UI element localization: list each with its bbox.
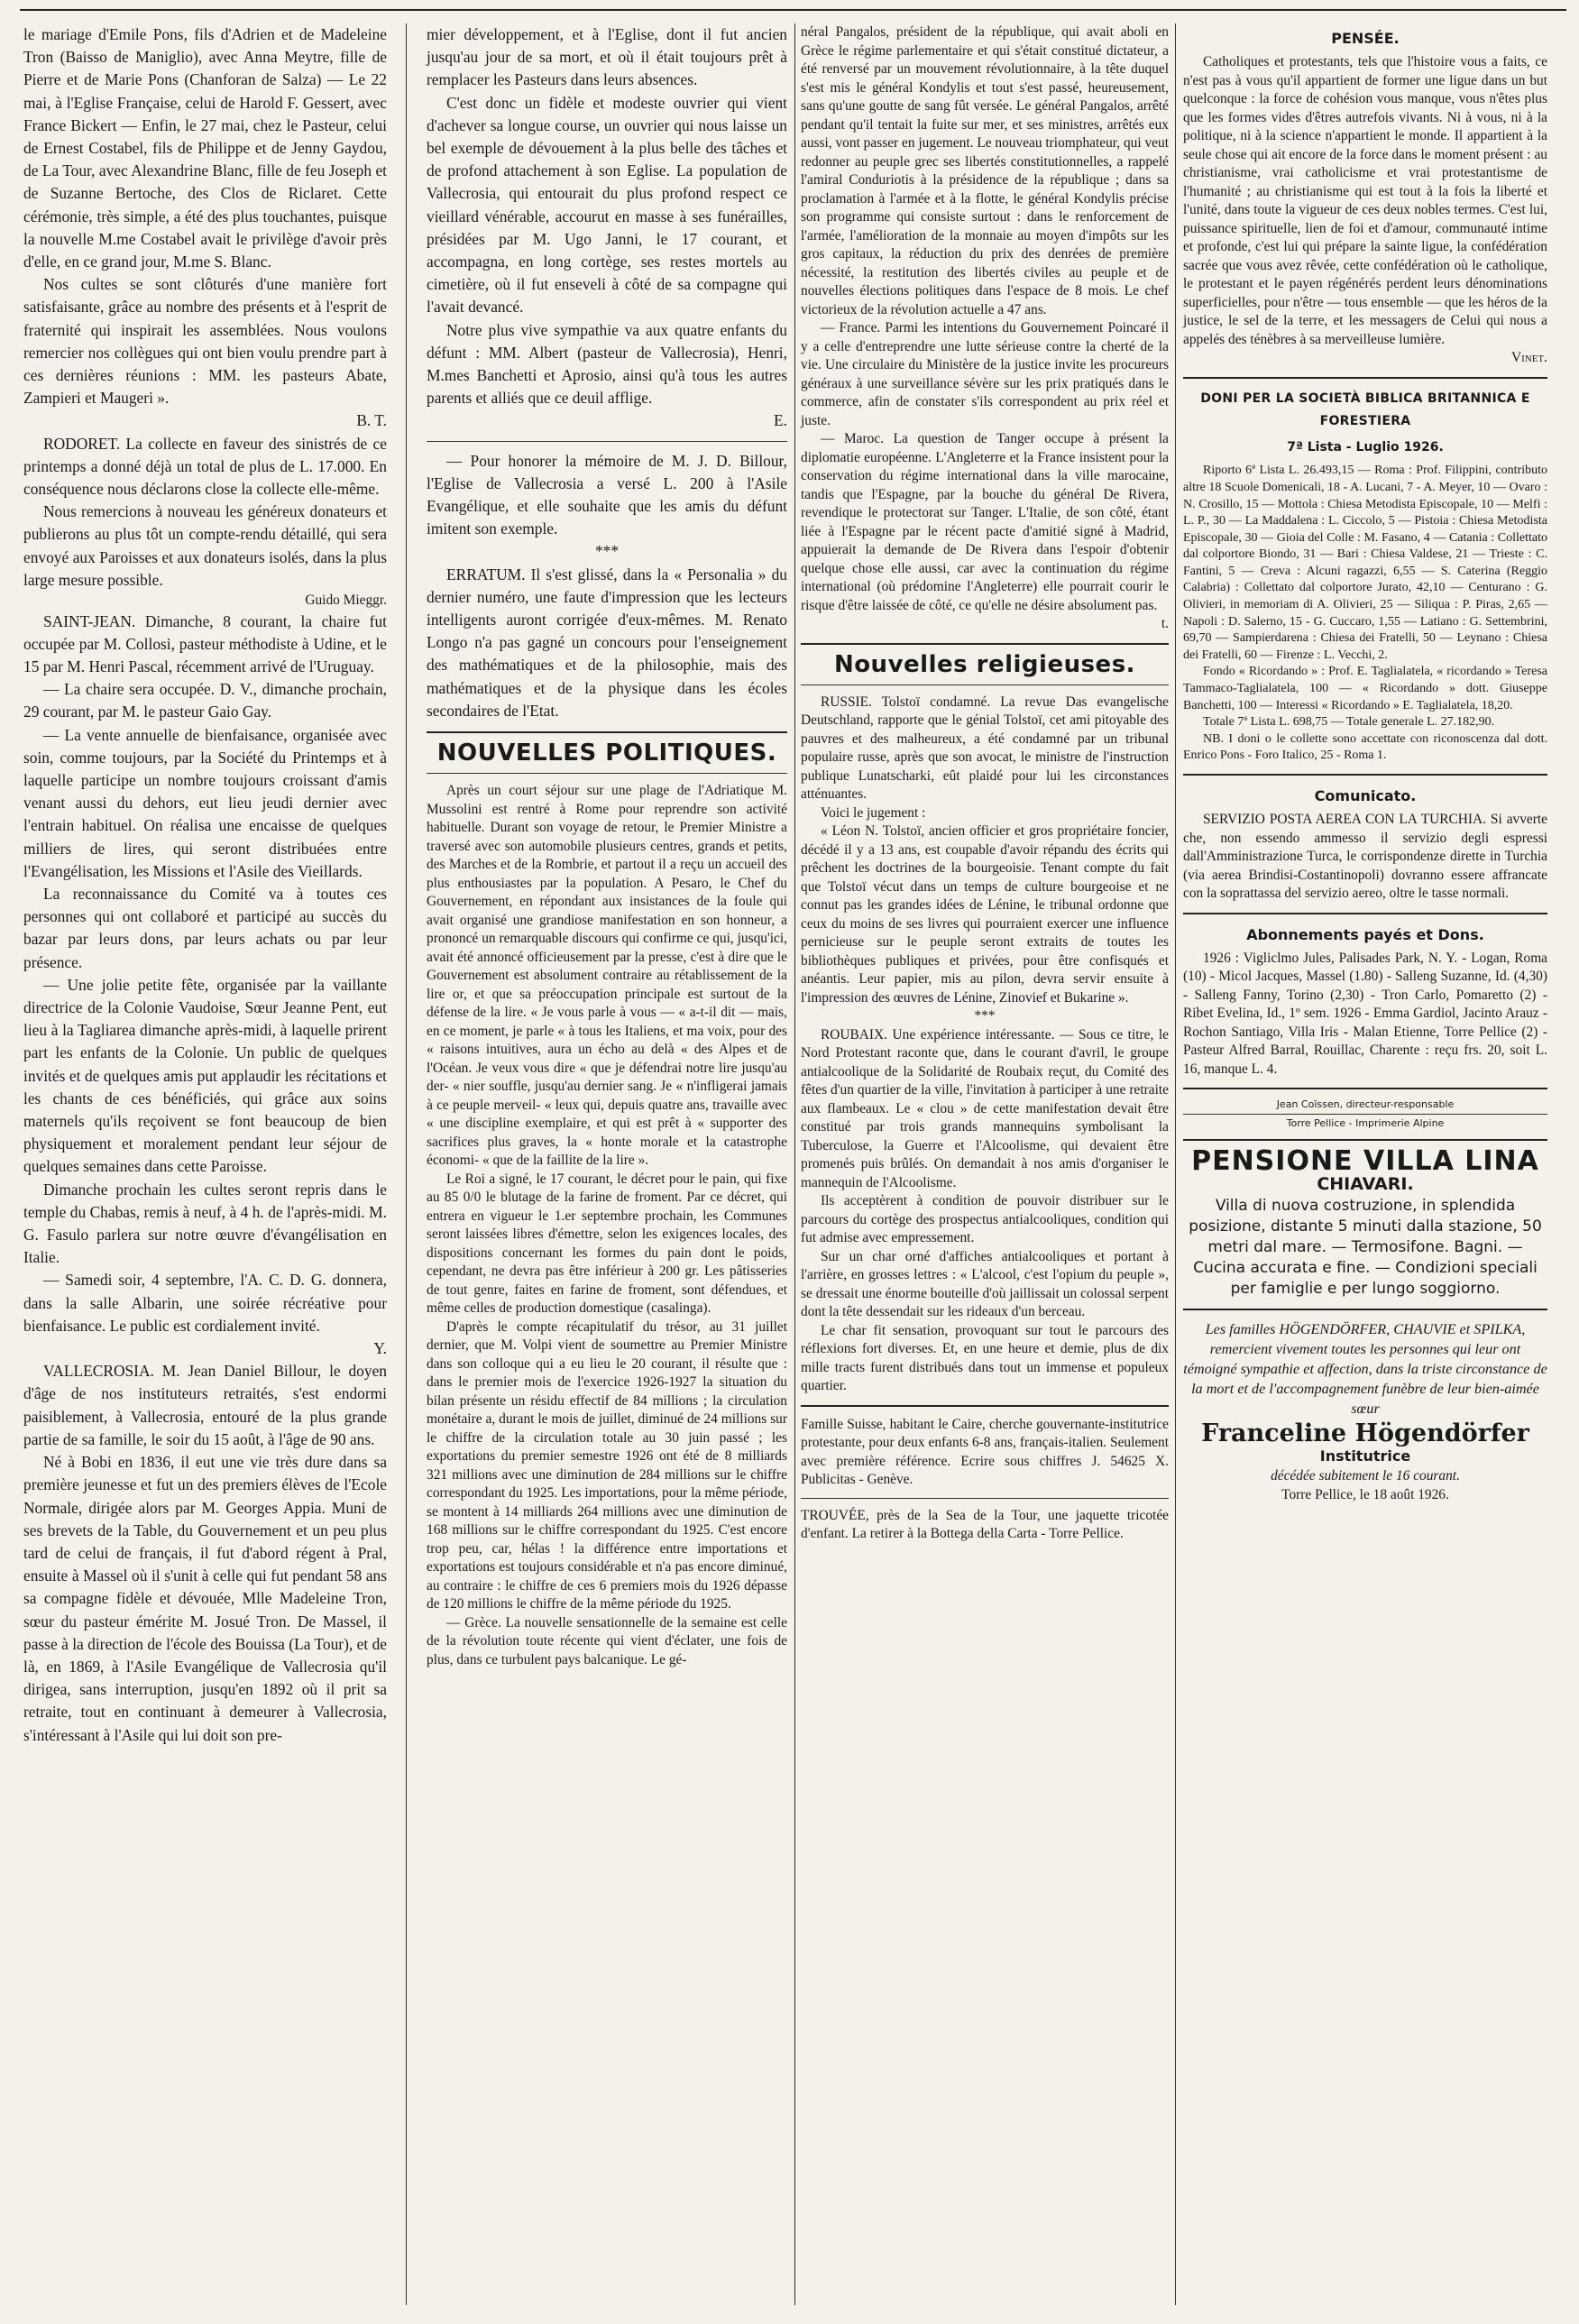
article-paragraph: C'est donc un fidèle et modeste ouvrier qui vient d'achever sa longue course, un ouvrier qui nous laisse un bel exemple de dévouement à la plus belle des tâches et de profond attachement à son Eglise. La population de Vallecrosia, qui entourait du plus profond respect ce vieillard vénérable, accourut en masse à ses funérailles, présidées par M. Ugo Janni, le 17 courant, et accompagna, en long cortège, ses restes mortels au cimetière, où il fut enseveli à côté de sa compagne qui l'avait devancé. <box>427 93 787 317</box>
divider <box>801 643 1169 645</box>
divider <box>801 1405 1169 1407</box>
article-paragraph: Le Roi a signé, le 17 courant, le décret pour le pain, qui fixe au 85 0/0 le blutage de la farine de froment. Par ce décret, qui entrera en vigueur le 1.er septembre prochain, les Communes seront laissées libres d'émettre, selon les exigences locales, des dispositions concernant les formes du pain dont le poids, cependant, ne devra pas être inférieur à 200 gr. Les pâtisseries de tout genre, faites en farine de froment, sont défendues, et même celles de production domestique (casalinga). <box>427 1171 787 1317</box>
divider <box>427 773 787 774</box>
article-paragraph: RODORET. La collecte en faveur des sinistrés de ce printemps a donné déjà un total de plus de L. 17.000. En conséquence nous déclarons close la collecte elle-même. <box>23 434 387 499</box>
column-1 <box>23 23 387 1747</box>
article-paragraph: Sur un char orné d'affiches antialcooliques et portant à l'arrière, en grosses lettres : « L'alcool, c'est l'opium du peuple », se dressait une énorme bouteille d'où jaillissait un colossal serpent dont la tête dessendait sur les rideaux d'un berceau. <box>801 1248 1169 1320</box>
divider <box>427 731 787 733</box>
article-paragraph: néral Pangalos, président de la république, qui avait aboli en Grèce le régime parlementaire et qui s'était constitué dictateur, a été renversé par un mouvement révolutionnaire, à la tête duquel s'est mis le général Kondylis et tout s'est passé, heureusement, sans qu'une goutte de sang fût versée. Le général Pangalos, arrêté pendant qu'il tentait la fuite sur mer, et ses ministres, arrêtés eux aussi, vont passer en jugement. Le nouveau triomphateur, qui veut redonner au peuple grec ses libertés constitutionnelles, a rappelé l'amiral Conduriotis à la présidence de la république ; dans sa proclamation à l'armée et à la flotte, le général Kondylis précise son programme qui consiste surtout : dans le renforcement de l'armée, l'amélioration de la monnaie au moyen d'impôts sur les gros capitaux, la réduction du prix des denrées de première nécessité, la restitution des libertés civiles au peuple et de nouvelles élections politiques dans l'espace de 8 mois. Le chef victorieux de la révolution actuelle a 47 ans. <box>801 24 1169 317</box>
article-paragraph: D'après le compte récapitulatif du trésor, au 31 juillet dernier, que M. Volpi vient de soumettre au Premier Ministre dans son colloque qui a eu lieu le 20 courant, il résulte que : dans le premier mois de l'exercice 1926-1927 la situation du bilan présente un résidu effectif de 84 millions ; la circulation monétaire a, durant le mois de juillet, diminué de 24 millions sur le chiffre de la circulation totale au 30 juin passé ; les exportations du premier semestre 1926 ont été de 8 milliards 321 millions avec une diminution de 284 millions sur le chiffre correspondant du 1925. Les importations, pour la même période, se montent à 14 milliards 264 millions avec une diminution de 168 millions sur le chiffre correspondant du 1925. C'est encore trop peu, car, hélas ! la différence entre importations et exportations est toujours considérable et n'a pas encore diminué, au contraire : le chiffre de ces 6 premiers mois du 1926 dépasse de 120 millions le chiffre de la même période du 1925. <box>427 1318 787 1612</box>
doni-list: Riporto 6ª Lista L. 26.493,15 — Roma : Prof. Filippini, contributo altre 18 Scuole Domenicali, 18 - A. Lucani, 7 - A. Meyer, 10 — Ovaro : N. Crosillo, 15 — Mottola : Chiesa Metodista Episcopale, 10 — Melfi : L. P., 30 — La Maddalena : L. Ciccolo, 5 — Pistoia : Chiesa Metodista Episcopale, 30 — Gioia del Colle : M. Fasano, 4 — Catania : Collettato dal colportore Biondo, 31 — Bari : Chiesa Valdese, 21 — Trieste : C. Fantini, 5 — Creva : Alcuni ragazzi, 6,55 — S. Caterina (Reggio Calabria) : Collettato dal colportore Jurato, 42,10 — Centurano : G. Olivieri, in memoriam di A. Olivieri, 25 — Siliqua : P. Piras, 2,65 — Napoli : D. Salerno, 15 - G. Cuccaro, 1,55 — Latiano : G. Settembrini, 69,70 — Sampierdarena : Chiesa dei Fratelli, 50 — Leynano : Chiesa dei Fratelli, 60 — Firenze : L. Vecchi, 2. <box>1183 464 1547 662</box>
article-paragraph: — Grèce. La nouvelle sensationnelle de la semaine est celle de la révolution toute récente qui vient d'éclater, une fois de plus, dans ce turbulent pays balcanique. Le gé- <box>427 1614 787 1667</box>
signature: Guido Mieggr. <box>305 592 387 609</box>
article-paragraph: Le char fit sensation, provoquant sur tout le parcours des réflexions fort diverses. Et, en une heure et demie, plus de dix mille tracts furent distribués dans tout un immense et populeux quartier. <box>801 1322 1169 1394</box>
divider <box>1183 774 1547 776</box>
divider <box>801 684 1169 685</box>
section-title-politics: NOUVELLES POLITIQUES. <box>436 739 777 767</box>
pensee-author: Vinet. <box>1510 350 1547 366</box>
deceased-name: Franceline Högendörfer <box>1201 1419 1529 1447</box>
divider <box>1183 1309 1547 1310</box>
article-paragraph: Dimanche prochain les cultes seront repris dans le temple du Chabas, remis à neuf, à 4 h. de l'après-midi. M. G. Fasulo parlera sur notre œuvre d'évangélisation en Italie. <box>23 1180 387 1267</box>
signature: Y. <box>373 1339 387 1358</box>
pensee-text: Catholiques et protestants, tels que l'histoire vous a faits, ce n'est pas à vous qu'il appartient de former une ligue dans un but quelconque : la force de cohésion vous manque, vous n'êtes plus que les formes vides d'êtres autrefois vivants. Ni à vous, ni à la politique, ni à la science n'appartient le monde. Il appartient à la seule chose qui ait encore de la force dans le moment présent : au christianisme, vrai catholicisme et vrai protestantisme de l'humanité ; au christianisme qui est tout à la fois la liberté et l'unité, dans toute la vigueur de ces deux nobles termes. C'est lui, puissance spirituelle, lien de foi et d'amour, communauté intime et profonde, c'est lui qui prépare la sainte ligue, la confédération sacrée que vous avez rêvée, cette confédération où le catholique, le protestant et le payen régénérés perdent leurs dénominations superficielles, pour n'être — tous ensemble — que les héros de la justice, le sel de la terre, et les messagers de Celui qui nous a appelés des ténèbres à sa merveilleuse lumière. <box>1183 54 1547 347</box>
asterism: *** <box>594 542 620 561</box>
divider <box>1183 1088 1547 1089</box>
deceased-date: décédée subitement le 16 courant. <box>1271 1468 1460 1484</box>
column-rule <box>406 23 407 2305</box>
asterism: *** <box>974 1008 996 1024</box>
article-paragraph: Notre plus vive sympathie va aux quatre enfants du défunt : MM. Albert (pasteur de Vallecrosia), Henri, M.mes Banchetti et Aprosio, ainsi qu'à tous les autres parents et alliés que ce deuil afflige. <box>427 320 787 408</box>
article-paragraph: RUSSIE. Tolstoï condamné. La revue Das evangelische Deutschland, rapporte que le génial Tolstoï, cet ami pitoyable des pauvres et des malheureux, a été condamné par un tribunal populaire russe, après que son avocat, le ministre de l'instruction publique Lunatscharki, eût plaidé pour lui les circonstances atténuantes. <box>801 694 1169 803</box>
newspaper-page <box>20 9 1566 2319</box>
classified-ad: TROUVÉE, près de la Sea de la Tour, une jaquette tricotée d'enfant. La retirer à la Bottega della Carta - Torre Pellice. <box>801 1507 1169 1542</box>
column-4 <box>1183 23 1547 1504</box>
article-paragraph: — Samedi soir, 4 septembre, l'A. C. D. G. donnera, dans la salle Albarin, une soirée récréative pour bienfaisance. Le public est cordialement invité. <box>23 1271 387 1335</box>
column-3 <box>801 23 1169 1544</box>
erratum-paragraph: ERRATUM. Il s'est glissé, dans la « Personalia » du dernier numéro, une faute d'impression que les lecteurs intelligents auront corrigée d'eux-mêmes. M. Renato Longo n'a pas gagné un concours pour l'enseignement des mathématiques et de la philosophie, mais des mathématiques et de la physique dans les écoles secondaires de l'Etat. <box>427 565 787 720</box>
article-paragraph: — Maroc. La question de Tanger occupe à présent la diplomatie européenne. L'Angleterre et la France insistent pour la conservation du régime international dans la ville marocaine, tandis que l'Espagne, par la bouche du général De Rivera, revendique le protectorat sur Tanger. L'Italie, de son côté, étant liée à l'Espagne par le récent pacte d'amitié signé à Madrid, appuierait la demande de De Rivera dans l'espoir d'obtenir quelque chose elle aussi, car avec la continuation du régime international (où prédomine l'Angleterre) elle pourrait courir le risque d'être laissée de côté, ce qu'elle ne désire absolument pas. <box>801 431 1169 613</box>
pension-text: Villa di nuova costruzione, in splendida posizione, distante 5 minuti dalla stazione, 50 metri dal mare. — Termosifone. Bagni. — Cucina accurata e fine. — Condizioni speciali per famiglie e per lungo soggiorno. <box>1189 1196 1542 1298</box>
article-paragraph: ROUBAIX. Une expérience intéressante. — Sous ce titre, le Nord Protestant raconte que, dans le courant d'avril, le groupe antialcoolique de la Solidarité de Roubaix reçut, du Comité des fêtes d'un quartier de la ville, l'invitation à participer à une retraite aux flambeaux. Le « clou » de cette manifestation devait être constitué par trois grands mannequins symbolisant la Tuberculose, la Guerre et l'Alcoolisme, qui devaient être promenés puis brûlés. On demandait à nos amis d'organiser le mannequin de l'Alcoolisme. <box>801 1026 1169 1190</box>
section-title-religious: Nouvelles religieuses. <box>833 650 1136 678</box>
divider <box>1183 1114 1547 1115</box>
article-paragraph: Après un court séjour sur une plage de l'Adriatique M. Mussolini est rentré à Rome pour reprendre son activité habituelle. Durant son voyage de retour, le Premier Ministre a traversé avec son automobile plusieurs centres, grands et petits, des Marches et de la Rombrie, et partout il a reçu un accueil des plus enthousiastes par la population. A Pesaro, le Chef du Gouvernement, en répondant aux insistances de la foule qui avait organisé une grandiose manifestation en son honneur, a prononcé un remarquable discours qui confirme ce qui, jusqu'ici, avait été annoncé officieusement par la presse, c'est à dire que le Gouvernement est absolument contraire au rétablissement de la lire or, et que sa préoccupation principale est surtout de la défense de la lire. « Je vous parle à vous — « a-t-il dit — mais, en ce moment, je parle « à tous les Italiens, et ma voix, pour des « raisons intuitives, aura un écho au delà « des Alpes et de l'Océan. Je veux vous dire « que je défendrai notre lire jusqu'au der- « nier souffle, jusqu'au dernier sang. Je « n'infligerai jamais à ce peuple merveil- « leux qui, depuis quatre ans, travaille avec « une discipline exemplaire, et qui est prêt à « supporter des sacrifices plus graves, la « honte morale et la catastrophe économi- « que de la faillite de la lire ». <box>427 783 787 1169</box>
divider <box>1183 377 1547 379</box>
article-paragraph: — Pour honorer la mémoire de M. J. D. Billour, l'Eglise de Vallecrosia a versé L. 200 à l'Asile Evangélique, et elle souhaite que les amis du défunt imitent son exemple. <box>427 451 787 538</box>
article-paragraph: La reconnaissance du Comité va à toutes ces personnes qui ont collaboré et participé au succès du bazar par leurs dons, par leurs achats ou par leur présence. <box>23 885 387 971</box>
column-rule <box>1175 23 1176 2305</box>
pension-city: CHIAVARI. <box>1317 1173 1414 1194</box>
article-paragraph: — La chaire sera occupée. D. V., dimanche prochain, 29 courant, par M. le pasteur Gaio Gay. <box>23 680 387 721</box>
divider <box>1183 1139 1547 1141</box>
divider <box>801 1498 1169 1499</box>
article-paragraph: Nous remercions à nouveau les généreux donateurs et publierons au plus tôt un compte-rendu détaillé, qui sera envoyé aux Paroisses et aux donateurs isolés, dans la plus large mesure possible. <box>23 502 387 589</box>
article-paragraph: SAINT-JEAN. Dimanche, 8 courant, la chaire fut occupée par M. Collosi, pasteur méthodiste à Udine, et le 15 par M. Henri Pascal, récemment arrivé de l'Uruguay. <box>23 611 387 675</box>
pension-title: PENSIONE VILLA LINA <box>1191 1145 1539 1178</box>
comunicato-text: SERVIZIO POSTA AEREA CON LA TURCHIA. Si avverte che, non essendo ammesso il servizio degli espressi dall'Amministrazione Turca, le corrispondenze dirette in Turchia (via aerea Brindisi-Costantinopoli) dovranno essere affrancate con la soprattassa del servizio aereo, oltre le tasse normali. <box>1183 812 1547 902</box>
article-paragraph: le mariage d'Emile Pons, fils d'Adrien et de Madeleine Tron (Baisso de Maniglio), avec Anna Meytre, fille de Pierre et de Marie Pons (Chanforan de Salza) — Le 22 mai, à l'Eglise Française, celui de Harold F. Gessert, avec France Bickert — Enfin, le 27 mai, chez le Pasteur, celui de Ernest Costabel, fils de Philippe et de Jenny Gaydou, de La Tour, avec Alexandrine Blanc, fille de feu Joseph et de Suzanne Bertoche, des Clos de Riclaret. Cette cérémonie, très simple, a été des plus touchantes, puisque la nouvelle M.me Costabel avait le privilège d'avoir près d'elle, en ce grand jour, M.me S. Blanc. <box>23 25 387 271</box>
article-paragraph: — Une jolie petite fête, organisée par la vaillante directrice de la Colonie Vaudoise, Sœur Jeanne Pent, eut lieu à la Tagliarea dimanche après-midi, à laquelle prirent part les enfants de la Colonie. Un public de quelques invités et de quelques amis put applaudir les récitations et les chants de ces bénéficiés, qui grâce aux soins maternels qu'ils reçoivent se font beaucoup de bien physiquement et moralement pendant leur séjour de quelques semaines dans cette Paroisse. <box>23 975 387 1176</box>
classified-ad: Famille Suisse, habitant le Caire, cherche gouvernante-institutrice protestante, pour deux enfants 6-8 ans, français-italien. Seulement avec première référence. Ecrire sous chiffres J. 54625 X. Publicitas - Genève. <box>801 1416 1169 1488</box>
doni-total: Totale 7ª Lista L. 698,75 — Totale generale L. 27.182,90. <box>1203 715 1495 730</box>
imprint-printer: Torre Pellice - Imprimerie Alpine <box>1286 1117 1445 1130</box>
column-2 <box>427 23 787 1669</box>
abonnements-list: 1926 : Vigliclmo Jules, Palisades Park, N. Y. - Logan, Roma (10) - Micol Jacques, Massel (1.80) - Salleng Suzanne, Id. (4,30) - Salleng Fanny, Torino (2,30) - Tron Carlo, Pomaretto (2) - Ribet Evelina, Id., 1º sem. 1926 - Emma Gardiol, Jacinto Arauz - Rochon Santiago, Villa Iris - Malan Etienne, Torre Pellice (2) - Pasteur Alfred Barral, Rouillac, Charente : reçu frs. 20, soit L. 16, manque L. 4. <box>1183 950 1547 1077</box>
article-paragraph: « Léon N. Tolstoï, ancien officier et gros propriétaire foncier, décédé il y a 13 ans, est coupable d'avoir répandu des écrits qui prêchent les doctrines de la bourgeoisie. Tenant compte du fait que Tolstoï vécut dans un temps de culture bourgeoise et ne connut pas les grandes idées de Lénine, le tribunal ordonne que ceux du moins de ses livres qui pourraient exercer une influence pernicieuse sur le peuple seront extraits de toutes les bibliothèques publiques et privées, pour être confisqués et anéantis. Leur papier, mis au pilon, devra servir ensuite à l'impression des œuvres de Lénine, Zinovief et Bukarine ». <box>801 823 1169 1006</box>
pensee-title: PENSÉE. <box>1331 30 1400 47</box>
signature: B. T. <box>356 411 387 430</box>
article-paragraph: Voici le jugement : <box>821 804 926 821</box>
article-paragraph: — La vente annuelle de bienfaisance, organisée avec soin, comme toujours, par la Société du Printemps et à laquelle participe un nombre toujours croissant d'amis venant aussi du dehors, eut lieu jeudi dernier avec l'entrain habituel. On réalisa une encaisse de quelques milliers de lires, qui seront distribuées entre l'Evangélisation, les Missions et l'Asile des Vieillards. <box>23 725 387 880</box>
deceased-role: Institutrice <box>1319 1447 1411 1465</box>
article-paragraph: — France. Parmi les intentions du Gouvernement Poincaré il y a celle d'entreprendre une lutte sérieuse contre la cherté de la vie. Une circulaire du Ministère de la justice invite les procureurs généraux à une surveillance sévère sur les prix pratiqués dans le commerce, afin de constater s'ils correspondent au prix réel et juste. <box>801 320 1169 428</box>
article-paragraph: VALLECROSIA. M. Jean Daniel Billour, le doyen d'âge de nos instituteurs retraités, s'est endormi paisiblement, à Vallecrosia, entouré de la plus grande partie de sa famille, le soir du 15 août, à l'âge de 90 ans. <box>23 1362 387 1448</box>
condolence-place: Torre Pellice, le 18 août 1926. <box>1281 1486 1449 1502</box>
comunicato-title: Comunicato. <box>1314 787 1417 804</box>
divider <box>427 441 787 442</box>
condolence-text: Les familles HÖGENDÖRFER, CHAUVIE et SPILKA, remercient vivement toutes les personnes qui leur ont témoigné sympathie et affection, dans la triste circonstance de la mort et de l'accompagnement funèbre de leur bien-aimée sœur <box>1183 1320 1547 1417</box>
article-paragraph: Né à Bobi en 1836, il eut une vie très dure dans sa première jeunesse et fut un des premiers élèves de l'Ecole Normale, dirigée alors par M. Georges Appia. Muni de ses brevets de la Table, du Gouvernement et un peu plus tard de celui de français, il fut d'abord régent à Pral, ensuite à Massel où il s'unit à celle qui fut pendant 58 ans sa compagne fidèle et dévouée, Mlle Madeleine Tron, sœur du pasteur émérite M. Josué Tron. De Massel, il passe à la direction de l'école des Bouissa (La Tour), et de là, en 1869, à l'Asile Evangélique de Vallecrosia qu'il dirigea, sans interruption, jusqu'en 1892 où il prit sa retraite, tout en continuant à demeurer à Vallecrosia, s'intéressant à l'Asile qui lui doit son pre- <box>23 1453 387 1744</box>
doni-title: DONI PER LA SOCIETÀ BIBLICA BRITANNICA E FORESTIERA <box>1200 390 1530 428</box>
signature: E. <box>774 411 787 430</box>
abonnements-title: Abonnements payés et Dons. <box>1246 925 1484 943</box>
article-paragraph: Ils acceptèrent à condition de pouvoir distribuer sur le parcours du cortège des prospectus antialcooliques, condition qui fut admise avec empressement. <box>801 1193 1169 1246</box>
article-paragraph: Nos cultes se sont clôturés d'une manière fort satisfaisante, grâce au nombre des présents et à l'esprit de fraternité qui inspirait les assemblées. Nous voulons remercier nos collègues qui ont bien voulu prendre part à ces dernières réunions : MM. les pasteurs Abate, Zampieri et Maugeri ». <box>23 275 387 408</box>
doni-subtitle: 7ª Lista - Luglio 1926. <box>1287 440 1444 455</box>
divider <box>1183 913 1547 914</box>
imprint-director: Jean Coïssen, directeur-responsable <box>1276 1098 1455 1111</box>
article-paragraph: mier développement, et à l'Eglise, dont il fut ancien jusqu'au jour de sa mort, et où il était toujours prêt à remplacer les Pasteurs dans leurs absences. <box>427 25 787 89</box>
doni-fondo: Fondo « Ricordando » : Prof. E. Taglialatela, « ricordando » Teresa Tammaco-Taglialatela, 100 — « Ricordando » dott. Giuseppe Banchetti, 100 — Interessi « Ricordando » E. Taglialatela, 18,20. <box>1183 665 1547 712</box>
doni-note: NB. I doni o le collette sono accettate con riconoscenza dal dott. Enrico Pons - Foro Italico, 25 - Roma 1. <box>1183 731 1547 763</box>
column-rule <box>794 23 795 2305</box>
signature: t. <box>1161 616 1169 631</box>
